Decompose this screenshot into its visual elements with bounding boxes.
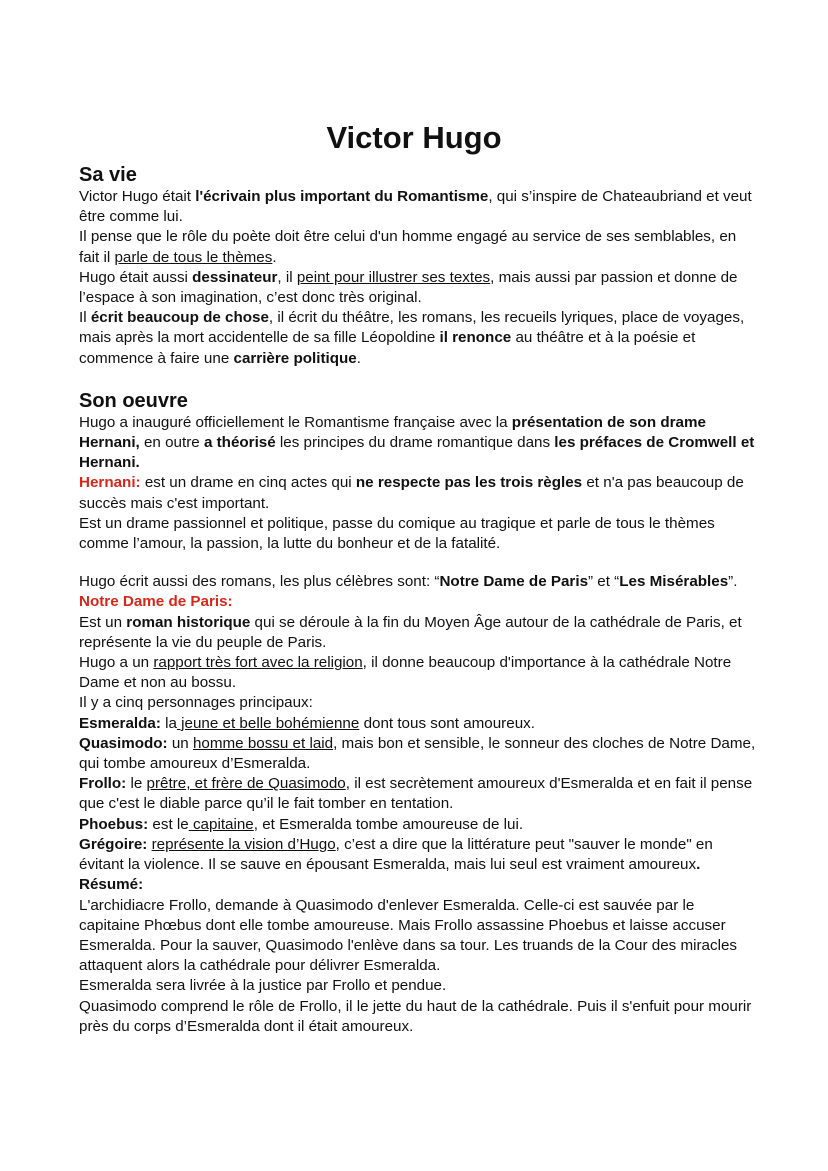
paragraph [79,572,759,592]
bold-text: dessinateur [192,268,278,286]
text-run: Il [79,309,91,327]
text-run: , mais aussi par passion et donne de l’espace à son imagination, c’est donc très original. [79,268,738,307]
document-body [79,163,759,1037]
bold-text: les préfaces de Cromwell et Hernani. [79,434,755,472]
character-quasimodo [79,734,759,774]
text-run: . [356,349,361,367]
text-run: , mais bon et sensible, le sonneur des cloches de Notre Dame, qui tombe amoureux d’Esmeralda. [79,734,756,773]
text-run: est un drame en cinq actes qui [140,474,356,492]
paragraph [79,413,759,474]
character-name: Frollo: [79,775,127,793]
text-run: Hugo a un [79,654,154,672]
bold-text: roman historique [126,613,251,631]
character-frollo [79,774,759,814]
text-run: ”. [728,573,738,591]
underlined-text: homme bossu et laid [192,734,334,752]
bold-text: l'écrivain plus important du Romantisme [195,188,489,205]
text-run: Hugo était aussi [79,268,193,286]
subheading-resume [79,875,759,895]
text-run: Hugo a inauguré officiellement le Romantisme française avec la [79,413,512,431]
text-run: , c’est a dire que la littérature peut "sauver le monde" en évitant la violence. Il se sauve en épousant Esmeralda, mais lui seul est vraiment amoureux [79,835,713,874]
character-name: Grégoire: [79,835,148,853]
paragraph [79,473,759,513]
bold-text: a théorisé [203,434,276,452]
section-heading-sa-vie: Sa vie [79,164,137,186]
paragraph [79,227,759,267]
text-run: dont tous sont amoureux. [359,714,535,732]
paragraph: Esmeralda sera livrée à la justice par Frollo et pendue. [79,977,447,995]
character-name: Phoebus: [79,815,149,833]
character-name: Quasimodo: [79,734,168,752]
text-run: Est un [79,613,127,631]
subheading-notre-dame: Notre Dame de Paris: [79,593,233,611]
bold-text: écrit beaucoup de chose [90,309,269,327]
character-phoebus [79,815,759,835]
underlined-text: peint pour illustrer ses textes [296,268,491,286]
text-run: , il [277,268,297,286]
text-run: , qui s’inspire de Chateaubriand et veut être comme lui. [79,188,752,226]
text-run: le [126,775,147,793]
underlined-text: parle de tous le thèmes [114,248,273,266]
text-run: au théâtre et à la poésie et commence à faire une [79,329,696,367]
bold-text: . [696,856,701,874]
text-run: en outre [139,434,204,452]
text-run: est le [148,815,189,833]
section-heading-son-oeuvre: Son oeuvre [79,389,188,412]
text-run: , il donne beaucoup d'importance à la cathédrale Notre Dame et non au bossu. [79,654,732,692]
underlined-text: prêtre, et frère de Quasimodo [146,775,346,793]
character-name: Esmeralda: [79,714,161,732]
paragraph: L'archidiacre Frollo, demande à Quasimodo d'enlever Esmeralda. Celle-ci est sauvée par le capitaine Phœbus dont elle tombe amoureuse. Mais Frollo assassine Phoebus et laisse accuser Esmeralda. Pour la sauver, Quasimodo l'enlève dans sa tour. Les truands de la Cour des miracles attaquent alors la cathédrale pour délivrer Esmeralda. [79,896,737,975]
text-run: , et Esmeralda tombe amoureuse de lui. [253,815,524,833]
bold-text: présentation de son drame Hernani, [79,413,706,452]
text-run: les principes du drame romantique dans [275,434,555,452]
text-run: , il est secrètement amoureux d'Esmeralda et en fait il pense que c'est le diable parce qu’il le fait tomber en tentation. [79,775,753,813]
underlined-text: rapport très fort avec la religion [153,654,363,672]
text-run: la [160,714,177,732]
text-run: ” et “ [588,573,620,591]
text-run: . [272,248,277,266]
text-run: Victor Hugo était [79,188,196,205]
bold-text: Les Misérables [619,573,729,591]
text-run: , il écrit du théâtre, les romans, les recueils lyriques, place de voyages, mais après la mort accidentelle de sa fille Léopoldine [79,309,745,347]
character-gregoire [79,835,759,875]
bold-text: Résumé: [79,876,144,894]
bold-text: ne respecte pas les trois règles [355,474,583,492]
bold-text: carrière politique [233,349,357,367]
text-run: Hugo écrit aussi des romans, les plus célèbres sont: “ [79,573,440,591]
text-run: et n'a pas beaucoup de succès mais c'est important. [79,474,744,512]
red-label-hernani: Hernani: [79,474,141,492]
underlined-text: jeune et belle bohémienne [176,714,360,732]
paragraph: Il y a cinq personnages principaux: [79,694,313,712]
text-run: qui se déroule à la fin du Moyen Âge autour de la cathédrale de Paris, et représente la vie du peuple de Paris. [79,613,742,651]
character-esmeralda [79,714,759,734]
bold-text: il renonce [439,329,512,347]
text-run: un [167,734,193,752]
underlined-text: représente la vision d’Hugo [151,835,336,853]
underlined-text: capitaine [188,815,254,833]
bold-text: Notre Dame de Paris [439,573,589,591]
paragraph [79,653,759,693]
paragraph [79,613,759,653]
paragraph [79,268,759,308]
paragraph: Quasimodo comprend le rôle de Frollo, il le jette du haut de la cathédrale. Puis il s'enfuit pour mourir près du corps d’Esmeralda dont il était amoureux. [79,997,752,1035]
text-run: Il pense que le rôle du poète doit être celui d'un homme engagé au service de ses semblables, en fait il [79,228,737,266]
paragraph: Est un drame passionnel et politique, passe du comique au tragique et parle de tous le thèmes comme l’amour, la passion, la lutte du bonheur et de la fatalité. [79,514,715,553]
page-title: Victor Hugo [326,120,502,155]
paragraph [79,187,759,227]
paragraph [79,308,759,369]
